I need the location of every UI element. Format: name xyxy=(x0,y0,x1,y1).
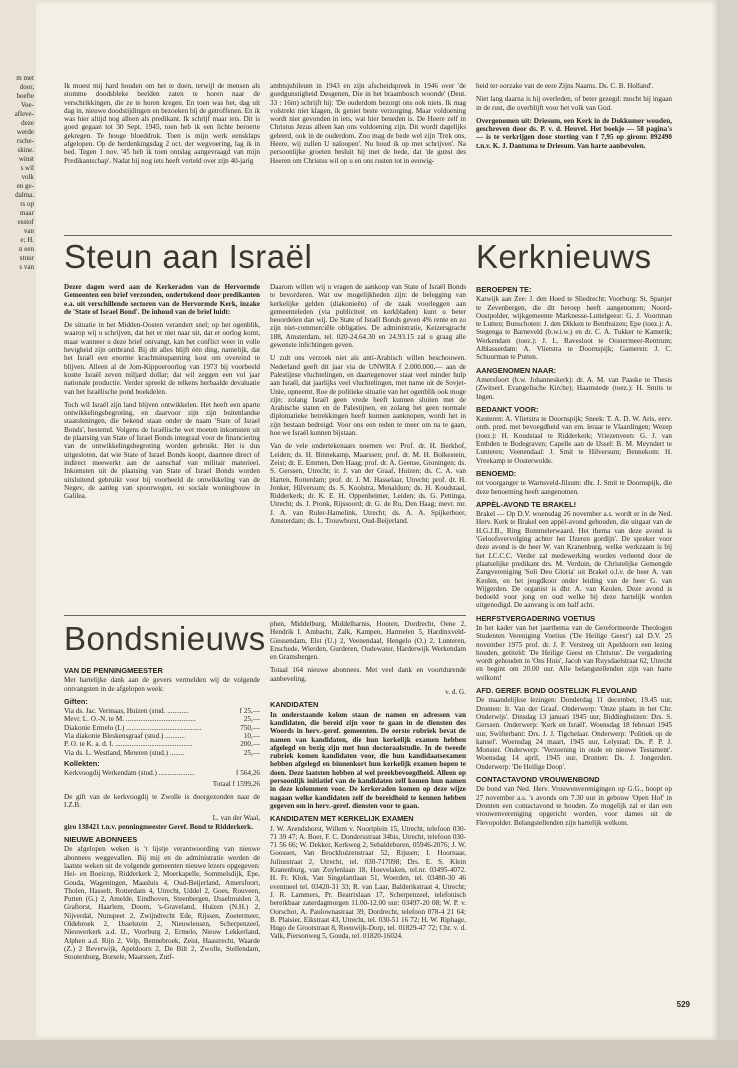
prev-page-line: dalma. xyxy=(15,191,34,199)
gift-note: De gift van de kerkvoogdij te Zwolle is doorgezonden naar de I.Z.B. xyxy=(64,792,260,810)
kerknieuws-section-text: De bond van Ned. Herv. Vrouwenverenigingen op G.G., hoopt op 27 november a.s. 's avonds om 7.30 uur in gebouw 'Open Hof' in Dronten een contactavond te houden. Zo mogelijk zal er dan een vrouwenvereniging opgericht worden, voor dames uit de Flevopolder. Belangstellenden zijn hartelijk welkom. xyxy=(476,785,672,827)
giften-label: Mevr. L. O.-N. te M. ....................................... xyxy=(64,715,196,724)
kandidaten-text: In onderstaande kolom staan de namen en adressen van kandidaten, die bereid zijn voor te gaan in de diensten des Woords in herv.-geref. gemeenten. De eerste rubriek bevat de namen van kandidaten, die hun kerkelijk examen hebben afgelegd en bezig zijn met hun doctoraalstudie. In de tweede rubriek komen kandidaten voor, die hun kandidaatsexamen hebben afgelegd en binnenkort hun kerkelijk examen hopen te doen. Deze laatsten hebben al wel preekbevoegdheid. Alleen op persoonlijk initiatief van de kandidaten zelf komen hun namen in deze kolommen voor. De kerkeraden komen op deze wijze nagaan welke kandidaten zelf de bereidheid te kennen hebben gegeven om in herv.-geref. diensten voor te gaan. xyxy=(270,710,466,810)
kerknieuws-section-title: BEDANKT VOOR: xyxy=(476,404,539,414)
abonnees-text: De afgelopen weken is 't lijstje verantwoording van nieuwe abonnees weggevallen. Bij mij en de administratie werden de laatste weken uit de volgende gemeenten nieuwe lezers opgegeven: Hei- en Boeicop, Ridderkerk 2, Moerkapelle, Sommelsdijk, Epe, Gouda, Wageningen, Maasluis 4, Oud-Beijerland, Amersfoort, Tholen, Hasselt, Rotterdam 4, Utrecht, Uddel 2, Goes, Rouveen, Putten (G.) 2, Amelde, Eindhoven, Steenbergen, IJsselmuiden 3, Graftorst, Haarlem, Doorn, 's-Graveland, Huizen (N.H.) 2, Nijverdal, Nunspeet 2, Zwijndrecht Ede, Rijssen, Zoetermeer, Oldebroek 2, IJsselstein 2, Nieuwleusen, Scherpenzeel, Nieuwerkerk a.d. IJ., Voorburg 2, Ermelo, Nieuw Lekkerland, Alphen a.d. Rijn 2, Velp, Bennebroek, Zeist, Haastrecht, Waarde (Z.) 2 Beverwijk, Apeldoorn 2, De Bilt 2, Zwolle, Stellendam, Stoutenburg, Borsele, Maarssen, Zutf- xyxy=(64,845,260,962)
kerknieuws-section-text: Kesteren: A. Vlietstra te Doornspijk; Sneek: T. A. D. W. Aris, eerv. onth. pred. met bevoegdheid van em. leraar te Vlaardingen; Wezep (toez.): H. Koudstaal te Ridderkerk; Vriezenveen: G. J. van Embden te Bodegraven; Capelle aan de IJssel: B. M. Meyndert te Lunteren; Veenendaal: J. Smit te Hilversum; Bennekom: H. Vreekamp te Oosterwolde. xyxy=(476,415,672,465)
top-col3b-text: Niet lang daarna is hij overleden, of beter gezegd: mocht hij ingaan in de rust, die overblijft voor het volk van God. xyxy=(476,95,672,112)
giften-label: Via ds. Jac. Vermaas, Huizen (stud. ............ xyxy=(64,707,189,716)
giften-label: P. O. te K. a. d. I. ........................................... xyxy=(64,740,193,749)
giften-amount: 10,— xyxy=(243,732,260,741)
abonnees-title: NIEUWE ABONNEES xyxy=(64,835,138,845)
bonds-column-2 xyxy=(270,620,466,1000)
prev-page-line: s van xyxy=(19,263,34,271)
scan-background xyxy=(0,1040,738,1068)
top-column-2 xyxy=(270,82,466,202)
top-col3a-text: heid ter oorzake van de eere Zijns Naams. Ds. C. B. Holland'. xyxy=(476,82,654,90)
giften-list xyxy=(64,707,260,757)
prev-page-line: rs op xyxy=(20,200,34,208)
kerknieuws-section-text: tot voorganger te Warnsveld-Jilsum: dhr. J. Smit te Doornspijk, die deze benoeming heeft aangenomen. xyxy=(476,479,672,496)
collecten-list xyxy=(64,769,260,777)
penning-intro: Met hartelijke dank aan de gevers vermelden wij de volgende ontvangsten in de afgelopen week: xyxy=(64,676,260,693)
penning-sign: L. van der Waal, xyxy=(212,814,260,823)
top-column-3 xyxy=(476,82,672,202)
israel-column-1 xyxy=(64,283,260,603)
page-number: 529 xyxy=(676,1000,690,1009)
prev-page-line: rsche- xyxy=(16,137,34,145)
kerknieuws-headline: Kerknieuws xyxy=(476,238,652,275)
giften-label: Via diakonie Bleskensgraaf (stud.) ........... xyxy=(64,732,185,741)
examen-title: KANDIDATEN MET KERKELIJK EXAMEN xyxy=(270,814,414,824)
giften-label: Via ds. L. Westland, Meteren (stud.) ........ xyxy=(64,748,185,757)
israel-paragraph-4: U zult ons verzoek niet als anti-Arabisch willen beschouwen. Nederland geeft dit jaar via de UNWRA f 2.000.000,— aan de Palestijnse vluchtelingen, en daartegenover staat veel minder hulp aan Israël, dat jaarlijks veel vluchtelingen, met name uit de Sovjet-Unie, opneemt. Roe de politieke situatie van het ogenblik ook moge zijn: zolang Israël geen vrede heeft kunnen sluiten met de Arabische staten en de Palestijnen, en zolang het geen normale diplomatieke betrekkingen heeft kunnen aanknopen, wordt het in zijn bestaan bedreigd. Voor ons een reden te meer om na te gaan, hoe we Israël kunnen bijstaan. xyxy=(270,354,466,438)
kerknieuws-section-title: APPÈL-AVOND TE BRAKEL! xyxy=(476,499,577,509)
israel-intro: Dezer dagen werd aan de Kerkeraden van de Hervormde Gemeenten een brief verzonden, ondertekend door predikanten e.a. uit verschillende sectoren van de Hervormde Kerk, inzake de 'State of Israel Bond'. De inhoud van de brief luidt: xyxy=(64,283,260,316)
prev-page-line: winst xyxy=(18,155,34,163)
bonds-mid-total: Totaal 164 nieuwe abonnees. Met veel dank en voortdurende aanbeveling. xyxy=(270,666,466,683)
kerknieuws-section-title: CONTACTAVOND VROUWENBOND xyxy=(476,775,600,785)
kerknieuws-section-title: BENOEMD: xyxy=(476,468,517,478)
prev-page-line: van xyxy=(23,227,34,235)
bonds-mid-text: phen, Middelburg, Middelharnis, Houten, Dordrecht, Oene 2, Hendrik I. Ambacht, Zalk, Kampen, Harmelen 5, Hardinxveld-Giessendam, Elst (U.) 2, Veenendaal, Hengelo (O.) 2, Lunteren, Enschede, Wierden, Gurderen, Oudewater, Harderwijk Werkendam en Gramsbergen. xyxy=(270,620,466,662)
prev-page-line: e; H. xyxy=(20,236,34,244)
giften-amount: f 25,— xyxy=(239,707,260,716)
top-column-1 xyxy=(64,82,260,202)
collecten-label: Kerkvoogdij Werkendam (stud.) .................... xyxy=(64,769,195,778)
giften-row xyxy=(64,749,260,757)
prev-page-line: deze xyxy=(21,119,34,127)
prev-page-line: afleve- xyxy=(14,110,34,118)
collecten-row xyxy=(64,769,260,777)
kerknieuws-column xyxy=(476,283,672,1003)
prev-page-line: esstof xyxy=(17,218,34,226)
giften-amount: 200,— xyxy=(240,740,260,749)
prev-page-line: en ge- xyxy=(16,182,34,190)
kerknieuws-section-title: AANGENOMEN NAAR: xyxy=(476,365,557,375)
prev-page-line: s wil xyxy=(20,164,34,172)
bonds-headline: Bondsnieuws xyxy=(64,620,266,657)
prev-page-line: m met xyxy=(16,74,34,82)
prev-page-line: volk xyxy=(21,173,34,181)
giften-row xyxy=(64,715,260,723)
giften-row xyxy=(64,724,260,732)
giften-row xyxy=(64,740,260,748)
examen-text: J. W. Arendshorst, Willem v. Noortplein 15, Utrecht, telefoon 030-71 39 47; A. Boer, F. C. Dondersstraat 34bis, Utrecht, telefoon 030-71 56 66; W. Dekker, Kerkweg 2, Sebaldeburen, 05946-2076; J. W. Goossen, Van Brockhuizenstraat 52, Rijssen; I. Hoornaar, Juliusstraat 2, Utrecht, tel. 030-717098; Drs. E. S. Klein Kranenburg, van Zuylenlaan 18, Hoevelaken, tel.nr. 03495-4072. H. Fr. Klok, Van Singelantlaan 51, Woerden, tel. 03480-30 46 eventueel tel. 03420-31 33; R. van Laar, Balderikstraat 4, Utrecht; J. R. Lammers, Pr. Beatrixlaan 17, Scherpenzeel, telefonisch bereikbaar zaterdagmorgen 11.00-12.00 uur: 03497-20 08; W. P. v. Oorschot, A. Paulownastraat 39, Dordrecht, telefoon 078-4 21 64; B. Plaisier, Eikstraat 43, Utrecht, tel. 030-51 16 72; H. W. Riphage, Hugo de Grootstraat 8, Reeuwijk-Dorp, tel. 01829-47 72; Chr. v. d. Valk, Piersonweg 5, Gouda, tel. 01820-16024. xyxy=(270,824,466,941)
bonds-mid-sign: v. d. G. xyxy=(445,688,466,697)
prev-page-line: n een xyxy=(19,245,34,253)
prev-page-line: door, xyxy=(19,83,34,91)
giften-title: Giften: xyxy=(64,696,88,706)
section-divider xyxy=(64,235,672,236)
israel-paragraph-5: Van de vele ondertekenaars noemen we: Prof. dr. H. Berkhof, Leiden; ds. H. Binnekamp, Maarssen; prof. dr. M. H. Bolkestein, Zeist; dr. E. Emmen, Den Haag; prof. dr. A. Geense, Groningen; ds. S. Gerssen, Utrecht; ir. J. van der Graaf, Huizen; ds. C. A. van Harten, Rotterdam; prof. dr. J. M. Hasselaar, Utrecht; prof. dr. H. Jonker, Hilversum; ds. S. Koolstra, Menaldum; ds. H. Koudstaal, Ridderkerk; dr. K. E. H. Oppenheimer, Leiden; ds. G. Pettinga, Utrecht; ds. J. Pronk, Rijssoord; dr. G. de Ru, Den Haag; mevr. mr. J. A. van Ruler-Hamelink, Utrecht; ds. A. A. Spijkerboer, Amsterdam; ds. L. Trouwborst, Oud-Beijerland. xyxy=(270,442,466,526)
kerknieuws-section-text: In het kader van het jaarthema van de Gereformeerde Theologen Studenten Vereniging Voetius ('De Heilige Geest') zal D.V. 25 november 1975 prof. dr. J. P. Versteeg uit Apeldoorn een lezing houden, getiteld: 'De Heilige Geest en Christus'. De vergadering wordt gehouden in 'Ons Huis', Jacob van Ruysdaelstraat 62, Utrecht en begint om 20.00 uur. Alle belangstellenden zijn van harte welkom! xyxy=(476,623,672,682)
prev-page-line: maar xyxy=(20,209,34,217)
kerknieuws-section-title: AFD. GEREF. BOND OOSTELIJK FLEVOLAND xyxy=(476,686,637,696)
kerknieuws-section-title: HERFSTVERGADERING VOETIUS xyxy=(476,613,596,623)
giften-label: Diakonie Ermelo (L) .......................................... xyxy=(64,723,202,732)
giften-row xyxy=(64,707,260,715)
prev-page-line: werde xyxy=(16,128,34,136)
bonds-divider xyxy=(64,615,466,616)
israel-headline: Steun aan Israël xyxy=(64,238,313,275)
kerknieuws-section-text: Amersfoort (b.w. Johanneskerk): dr. A. M. van Paaske te Thesis (Zwitserl. Evangelische Kirche); Haamstede (toez.): H. Smits te Ingen. xyxy=(476,375,672,401)
kerknieuws-section-text: De maandelijkse lezingen: Donderdag 11 december, 19.45 uur, Dronten: Ir. Van der Graaf. Onderwerp: 'Onze plaats in het Chr. Onderwijs'. Dinsdag 13 januari 1945 uur, Biddinghuizen: Drs. S. Gerssen. Onderwerp: 'Kerk en Israël'. Woensdag 18 februari 1945 uur, Swifterbant: Drs. J. J. Tigchelaar. Onderwerp: 'Politiek op de kansel'. Woensdag 24 maart, 1945 uur, Lelystad: Ds. P. P. J. Monster. Onderwerp: 'Verzoening in oude en nieuwe Testament'. Woensdag 14 april, 1945 uur, Dronten: Ds. J. Jongerden. Onderwerp: 'De Heilige Doop'. xyxy=(476,696,672,771)
prev-page-line: hoefte xyxy=(16,92,34,100)
collecten-amount: f 564,26 xyxy=(236,769,260,778)
previous-page-edge xyxy=(0,0,37,1040)
top-col1-text: Ik moest mij hard houden om het te doen, terwijl de mensen als stomme doodsbleke beelden zaten te horen naar de verschrikkingen, die ze te horen kregen. En toen was het, dag uit dag in, nieuwe doodstijdingen en bezoeken bij de getroffenen. En ik was hier altijd nog alleen als predikant. Ik schrijf maar iets. Dit is goed gegaan tot 30 Sept. 1945, toen heb ik een lichte beroerte gekregen. Te hooge bloeddruk. Toen is mijn werk eensklaps afgelopen. Op de herdenkingsdag 2 oct. der wegvoering, lag ik in bed. Tegen 1 nov. '45 heb ik toen ontslag aangevraagd van mijn Predikantschap'. Nadat hij nog iets heeft verteld over zijn 40-jarig xyxy=(64,82,260,165)
israel-paragraph-3: Daarom willen wij u vragen de aankoop van State of Israël Bonds te bevorderen. Wat uw mogelijkheden zijn: de belegging van kerkelijke gelden (diakonieën) of de zaak voorleggen aan gemeenteleden (via publiciteit en kerkbladen) kunt u beter beoordelen dan wij. De State of Israël Bonds geven 4% rente en zo zijn niet-commerciële obligaties. De administratie, Keizersgracht 188, Amsterdam, tel. 020-24.64.30 en 24.93.15 zal u graag alle gewenste inlichtingen geven. xyxy=(270,283,466,350)
giften-amount: 25,— xyxy=(243,715,260,724)
collecten-title: Kollekten: xyxy=(64,758,100,768)
top-col3c-text: Overgenomen uit: Driesum, een Kerk in de Dokkumer wouden, geschreven door ds. P. v. d. Heuvel. Het boekje — 58 pagina's — is te verkrijgen door storting van f 7,95 op gironr. 892490 t.n.v. K. J. Dantuma te Driesum. Van harte aanbevolen. xyxy=(476,116,672,150)
israel-column-2 xyxy=(270,283,466,603)
bonds-column-1 xyxy=(64,664,260,1004)
top-col2-text: ambtsjubileum in 1943 en zijn afscheidspreek in 1946 over 'de goedgunstigheid Desgenen, Die in het braambosch woonde' (Deut. 33 : 16m) schrijft hij: 'De ouderdom bezorgt ons ook niets. Ik mag volstrekt niet klagen, ik geniet beste verzorging. Maar voldoening wordt niet gevonden in iets, wat hier beneden is. De Heere zelf in Christus Jezus alleen kan ons voldoening zijn. Dit wordt dagelijks geleerd, ook in de ouderdom. Zoo mag de bede wel zijn 'Trek ons, Heere, wij zullen U naloopen'. Nu houd ik op met schrijven'. Na persoonlijke groeten besluit hij met de bede, dat 'de gunst des Heeren om Christus wil op u en ons rusten tot in eeuwig- xyxy=(270,82,466,165)
prev-page-line: xtuur xyxy=(19,254,34,262)
prev-page-line: Voe- xyxy=(20,101,34,109)
penning-title: VAN DE PENNINGMEESTER xyxy=(64,666,163,675)
israel-paragraph-1: De situatie in het Midden-Oosten verandert snel; op het ogenblik, waarop wij u schrijven, dat het er niet naar uit, dat er oorlog komt, maar wanneer u deze brief ontvangt, kan het conflict weer in volle hevigheid zijn ontbrand. Bij dit alles blijft één ding, namelijk, dat het Israël een enorme krachtsinspanning kost om overeind te blijven. Alleen al de Jom-Kippoeroorlog van 1973 bij voorbeeld kostte Israël zeven miljard dollar; dat wil zeggen een vol jaar nationale productie. Verder spreekt de telkens herhaalde devaluatie van het Israëlische pond boekdelen. xyxy=(64,321,260,396)
giften-amount: 750,— xyxy=(240,723,260,732)
kandidaten-title: KANDIDATEN xyxy=(270,700,319,710)
kerknieuws-section-title: BEROEPEN TE: xyxy=(476,285,532,294)
giften-amount: 25,— xyxy=(243,748,260,757)
kerknieuws-section-text: Katwijk aan Zee: J. den Hoed te Sliedrecht; Voorburg: St. Spanjer te Zevenbergen, die dit beroep heeft aangenomen; Noord-Oostpolder, wijkgemeente Marknesse-Luttelgeest: G. J. Voortman te Lutten; Bunschoten: J. den Dikken te Benthuizen; Epe (toez.): A. Stegenga te Barneveld (b.w.i.w.) en dr. C. A. Tukker te Kamerik; Werkendam (toez.): J. L. Ravesloot te Oostermeer-Rentrum; Alblasserdam: A. Vlietstra te Doornspijk; Gameren: J. C. Schuurman te Putten. xyxy=(476,295,672,362)
kerknieuws-section-text: Brakel — Op D.V. woensdag 26 november a.s. wordt er in de Ned. Herv. Kerk te Brakel een appèl-avond gehouden, die uitgaat van de H.G.J.B., Ring Bommelerwaard. Het thema van deze avond is 'Geloofsvervolging achter het IJzeren gordijn'. De spreker voor deze avond is de heer W. van Kranenburg, welke werkzaam is bij het I.C.C.C. Verder zal medewerking worden verleend door de plaatselijke predikant drs. M. Verduin, de Christelijke Gemengde Zangvereniging 'Soli Deo Gloria' uit Brakel o.l.v. de heer A. van Keulen, en het jeugdkoor onder leiding van de heer G. van Wijgerden. De organist is dhr. A. van Keulen. Deze avond is bedoeld voor jong en oud welke bij deze hartelijk worden uitgenodigd. De aanvang is om half acht. xyxy=(476,510,672,610)
newspaper-page xyxy=(36,0,720,1040)
israel-paragraph-2: Toch wil Israël zijn land blijven ontwikkelen. Het heeft een aparte ontwikkelingsbegroting, en daarvoor zijn zijn buitenlandse staatsleningen, die bekend staan onder de naam 'State of Israel Bonds', bestemd. Volgens de Israëlische wet moeten inkomsten uit de plaatsing van State of Israel Bonds integraal voor de financiering van de ontwikkelingsbegroting worden gebruikt. Het is dus uitgesloten, dat wie State of Israel Bonds koopt, daarmee direct of indirect meewerkt aan de aanschaf van militair materieel. Inkomsten uit de plaatsing van State of Israel Bonds worden uitsluitend gebruikt voor bij voorbeeld de ontwikkeling van de Negev, de aanleg van spoorwegen, en sociale woningbouw in Galilea. xyxy=(64,400,260,501)
penning-giro: giro 138421 t.n.v. penningmeester Geref. Bond te Ridderkerk. xyxy=(64,822,253,831)
bonds-total: Totaal f 1599,26 xyxy=(212,779,260,788)
prev-page-line: skine. xyxy=(17,146,34,154)
giften-row xyxy=(64,732,260,740)
